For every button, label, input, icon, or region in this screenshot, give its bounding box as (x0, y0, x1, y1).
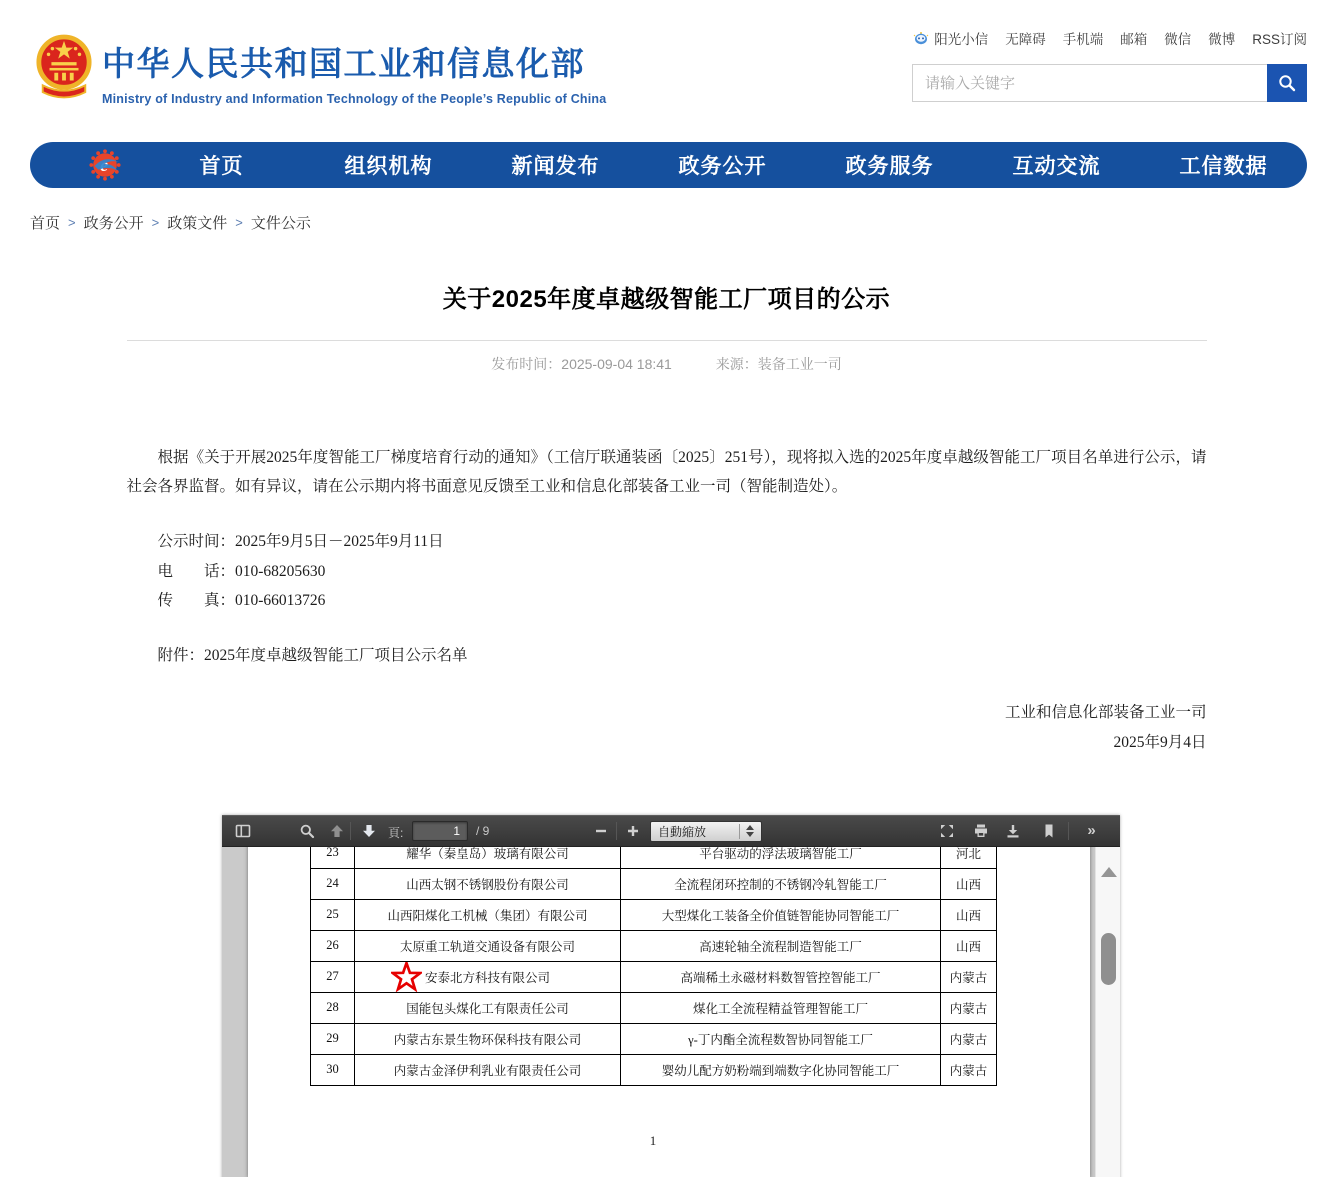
toolbar-separator (616, 822, 617, 840)
site-header (0, 0, 1333, 135)
nav-item-gov-disclosure[interactable]: 政务公开 (678, 155, 767, 178)
table-row: 23 耀华（秦皇岛）玻璃有限公司 平台驱动的浮法玻璃智能工厂 河北 (311, 847, 997, 869)
title-divider (127, 340, 1207, 341)
fax: 传 真：010-66013726 (157, 592, 326, 609)
signer: 工业和信息化部装备工业一司 (1004, 703, 1207, 721)
article-source: 来源：装备工业一司 (715, 356, 842, 372)
presentation-mode-button[interactable] (934, 818, 960, 844)
table-row: 28 国能包头煤化工有限责任公司 煤化工全流程精益管理智能工厂 内蒙古 (311, 992, 997, 1023)
breadcrumb-policy-files[interactable]: 政策文件 (167, 215, 228, 232)
download-icon (1005, 823, 1021, 839)
publicity-period: 公示时间：2025年9月5日－2025年9月11日 (157, 533, 444, 550)
bookmark-button[interactable] (1036, 818, 1062, 844)
page-label: 頁: (388, 825, 404, 840)
zoom-in-button[interactable] (620, 818, 646, 844)
robot-icon (912, 29, 930, 47)
zoom-select-value: 自動縮放 (658, 824, 707, 839)
minus-icon (593, 823, 609, 839)
sidebar-toggle-button[interactable] (230, 818, 256, 844)
table-row: 29 内蒙古东景生物环保科技有限公司 γ-丁内酯全流程数智协同智能工厂 内蒙古 (311, 1023, 997, 1054)
download-button[interactable] (1000, 818, 1026, 844)
plus-icon (625, 823, 641, 839)
scroll-up-arrow-icon[interactable] (1101, 867, 1117, 877)
print-button[interactable] (968, 818, 994, 844)
article-paragraph: 根据《关于开展2025年度智能工厂梯度培育行动的通知》（工信厅联通装函〔2025〕251号），现将拟入选的2025年度卓越级智能工厂项目名单进行公示，请社会各界监督。如有异议，请在公示期内将书面意见反馈至工业和信息化部装备工业一司（智能制造处）。 (126, 449, 1207, 495)
pdf-toolbar (222, 815, 1120, 847)
breadcrumb-gov-disclosure[interactable]: 政务公开 (83, 215, 144, 232)
site-title-english: Ministry of Industry and Information Technology of the People’s Republic of China (102, 92, 607, 106)
search-bar (912, 64, 1307, 102)
red-star-marker-icon (391, 962, 422, 993)
table-row: 25 山西阳煤化工机械（集团）有限公司 大型煤化工装备全价值链智能协同智能工厂 山西 (311, 899, 997, 930)
publish-time: 发布时间：2025-09-04 18:41 (491, 356, 672, 372)
quick-link-weibo[interactable]: 微博 (1208, 32, 1236, 47)
miit-gear-icon (88, 148, 122, 182)
quick-links (912, 28, 1307, 48)
factory-list-table (310, 847, 997, 1086)
nav-item-data[interactable]: 工信数据 (1179, 155, 1268, 178)
article (127, 279, 1207, 758)
pdf-page (248, 847, 1090, 1177)
find-button[interactable] (294, 818, 320, 844)
quick-link-accessibility[interactable]: 无障碍 (1005, 32, 1046, 47)
arrow-down-icon (361, 823, 377, 839)
quick-link-rss[interactable]: RSS订阅 (1252, 32, 1307, 47)
nav-item-home[interactable]: 首页 (199, 155, 244, 178)
national-emblem-logo (35, 32, 93, 100)
table-row: 24 山西太钢不锈钢股份有限公司 全流程闭环控制的不锈钢冷轧智能工厂 山西 (311, 868, 997, 899)
breadcrumb-file-publicity[interactable]: 文件公示 (250, 215, 311, 232)
breadcrumb-home[interactable]: 首页 (30, 215, 61, 232)
quick-link-mail[interactable]: 邮箱 (1120, 32, 1148, 47)
main-nav (30, 142, 1307, 188)
nav-item-news[interactable]: 新闻发布 (511, 155, 600, 178)
search-input[interactable] (913, 65, 1267, 101)
zoom-out-button[interactable] (588, 818, 614, 844)
quick-link-sunshine[interactable]: 阳光小信 (912, 28, 988, 48)
table-row: 26 太原重工轨道交通设备有限公司 高速轮轴全流程制造智能工厂 山西 (311, 930, 997, 961)
sidebar-toggle-icon (235, 823, 251, 839)
nav-item-organization[interactable]: 组织机构 (344, 155, 433, 178)
attachment-link[interactable]: 附件：2025年度卓越级智能工厂项目公示名单 (157, 646, 468, 664)
breadcrumb-separator: > (151, 215, 160, 230)
table-row: 30 内蒙古金泽伊利乳业有限责任公司 婴幼儿配方奶粉端到端数字化协同智能工厂 内蒙古 (311, 1054, 997, 1085)
print-icon (973, 823, 989, 839)
quick-link-wechat[interactable]: 微信 (1164, 32, 1192, 47)
article-title: 关于2025年度卓越级智能工厂项目的公示 (442, 286, 891, 313)
zoom-select[interactable] (650, 821, 762, 842)
toolbar-separator (1068, 822, 1069, 840)
arrow-up-icon (329, 823, 345, 839)
pdf-scrollbar[interactable] (1095, 847, 1120, 1177)
breadcrumb (30, 212, 1333, 233)
next-page-button[interactable] (356, 818, 382, 844)
pdf-page-number: 1 (649, 1132, 657, 1148)
toolbar-separator (350, 822, 351, 840)
breadcrumb-separator: > (235, 215, 243, 230)
find-icon (299, 823, 315, 839)
nav-item-interaction[interactable]: 互动交流 (1012, 155, 1101, 178)
telephone: 电 话：010-68205630 (157, 562, 326, 580)
scrollbar-thumb[interactable] (1101, 933, 1116, 985)
pdf-viewer (222, 815, 1120, 1177)
table-row-starred: 27 安泰北方科技有限公司 高端稀土永磁材料数智管控智能工厂 内蒙古 (311, 961, 997, 992)
page-count: / 9 (476, 823, 490, 838)
select-arrows-icon (739, 824, 754, 839)
breadcrumb-separator: > (68, 215, 76, 230)
bookmark-icon (1041, 823, 1057, 839)
more-tools-button[interactable] (1078, 818, 1104, 844)
quick-link-mobile[interactable]: 手机端 (1062, 32, 1104, 47)
chevron-double-right-icon: » (1087, 822, 1095, 839)
site-title: 中华人民共和国工业和信息化部 (102, 45, 585, 82)
search-button[interactable] (1267, 64, 1307, 102)
pdf-view-area (222, 847, 1120, 1177)
page-number-input[interactable] (412, 821, 468, 841)
search-icon (1277, 73, 1297, 93)
nav-item-gov-services[interactable]: 政务服务 (845, 155, 934, 178)
previous-page-button[interactable] (324, 818, 350, 844)
fullscreen-icon (939, 823, 955, 839)
article-meta (127, 354, 1207, 374)
sign-date: 2025年9月4日 (1113, 733, 1207, 751)
